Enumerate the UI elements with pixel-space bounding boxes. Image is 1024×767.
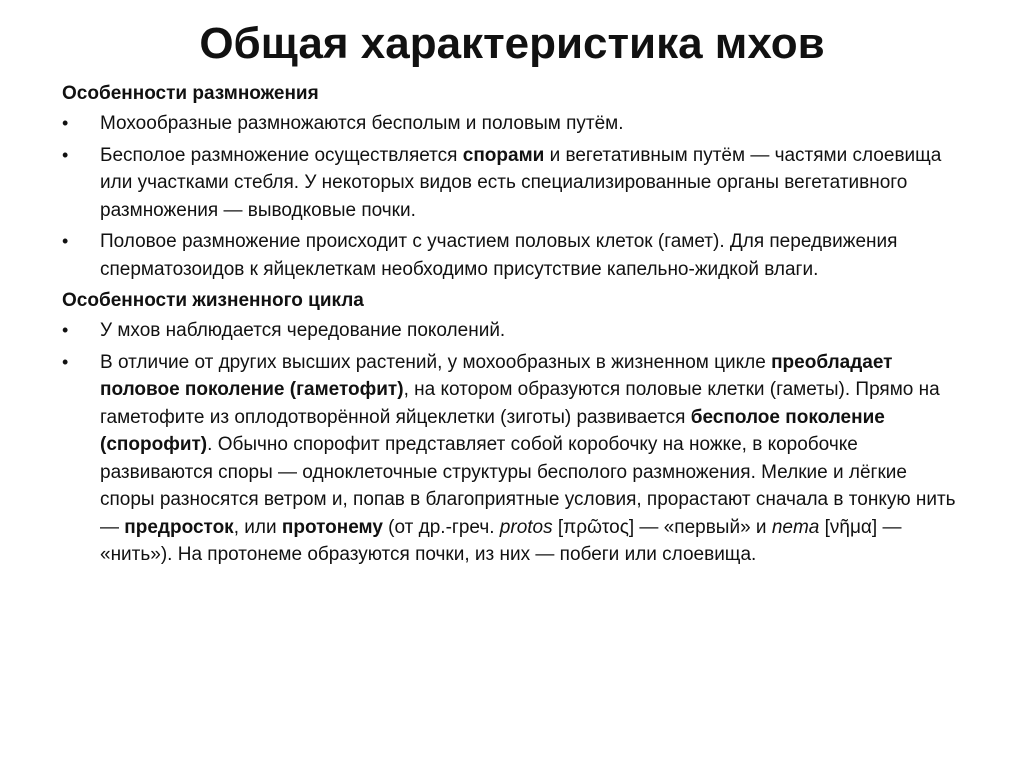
bullet-icon: •	[62, 113, 69, 133]
bold-term: преобладает половое поколение (гаметофит)	[100, 351, 893, 400]
text-segment: У мхов наблюдается чередование поколений.	[100, 320, 506, 341]
bullet-list	[62, 110, 962, 283]
text-segment: , или	[233, 516, 282, 538]
text-segment: В отличие от других высших растений, у мохообразных в жизненном цикле	[100, 351, 772, 373]
list-item	[62, 228, 962, 283]
bullet-icon: •	[62, 351, 69, 372]
section-heading: Особенности жизненного цикла	[62, 290, 364, 311]
text-segment: Мохообразные размножаются бесполым и половым путём.	[100, 113, 624, 134]
text-segment: Половое размножение происходит с участием половых клеток (гамет). Для передвижения сперматозоидов к яйцеклеткам необходимо присутствие капельно-жидкой влаги.	[100, 231, 898, 280]
bold-term: бесполое поколение (спорофит)	[100, 406, 885, 455]
bullet-icon: •	[62, 320, 69, 340]
bullet-icon: •	[62, 144, 69, 165]
bullet-list	[62, 317, 962, 569]
slide-title: Общая характеристика мхов	[199, 19, 825, 68]
bold-term: предросток	[124, 516, 234, 538]
list-item	[62, 349, 962, 569]
bullet-icon: •	[62, 231, 69, 251]
list-item	[62, 317, 962, 345]
text-segment: и вегетативным путём — частями слоевища или участками стебля. У некоторых видов есть специализированные органы вегетативного размножения — выводковые почки.	[100, 144, 942, 221]
text-segment: [νῆμα] — «нить»). На протонеме образуются почки, из них — побеги или слоевища.	[100, 516, 902, 565]
bold-term: спорами	[462, 144, 545, 166]
text-segment: (от др.-греч.	[382, 516, 500, 538]
list-item	[62, 110, 962, 138]
slide-content	[62, 80, 962, 573]
text-segment: [πρῶτος] — «первый» и	[552, 516, 772, 538]
italic-term: protos	[499, 516, 553, 538]
bold-term: протонему	[281, 516, 383, 538]
section-heading: Особенности размножения	[62, 83, 319, 104]
text-segment: Бесполое размножение осуществляется	[100, 144, 463, 166]
list-item	[62, 142, 962, 225]
italic-term: nema	[771, 516, 820, 538]
text-segment: , на котором образуются половые клетки (гаметы). Прямо на гаметофите из оплодотворённой яйцеклетки (зиготы) развивается	[100, 379, 940, 428]
text-segment: . Обычно спорофит представляет собой коробочку на ножке, в коробочке развиваются споры — одноклеточные структуры бесполого размножения. Мелкие и лёгкие споры разносятся ветром и, попав в благоприятные условия, прорастают сначала в тонкую нить —	[100, 434, 956, 538]
